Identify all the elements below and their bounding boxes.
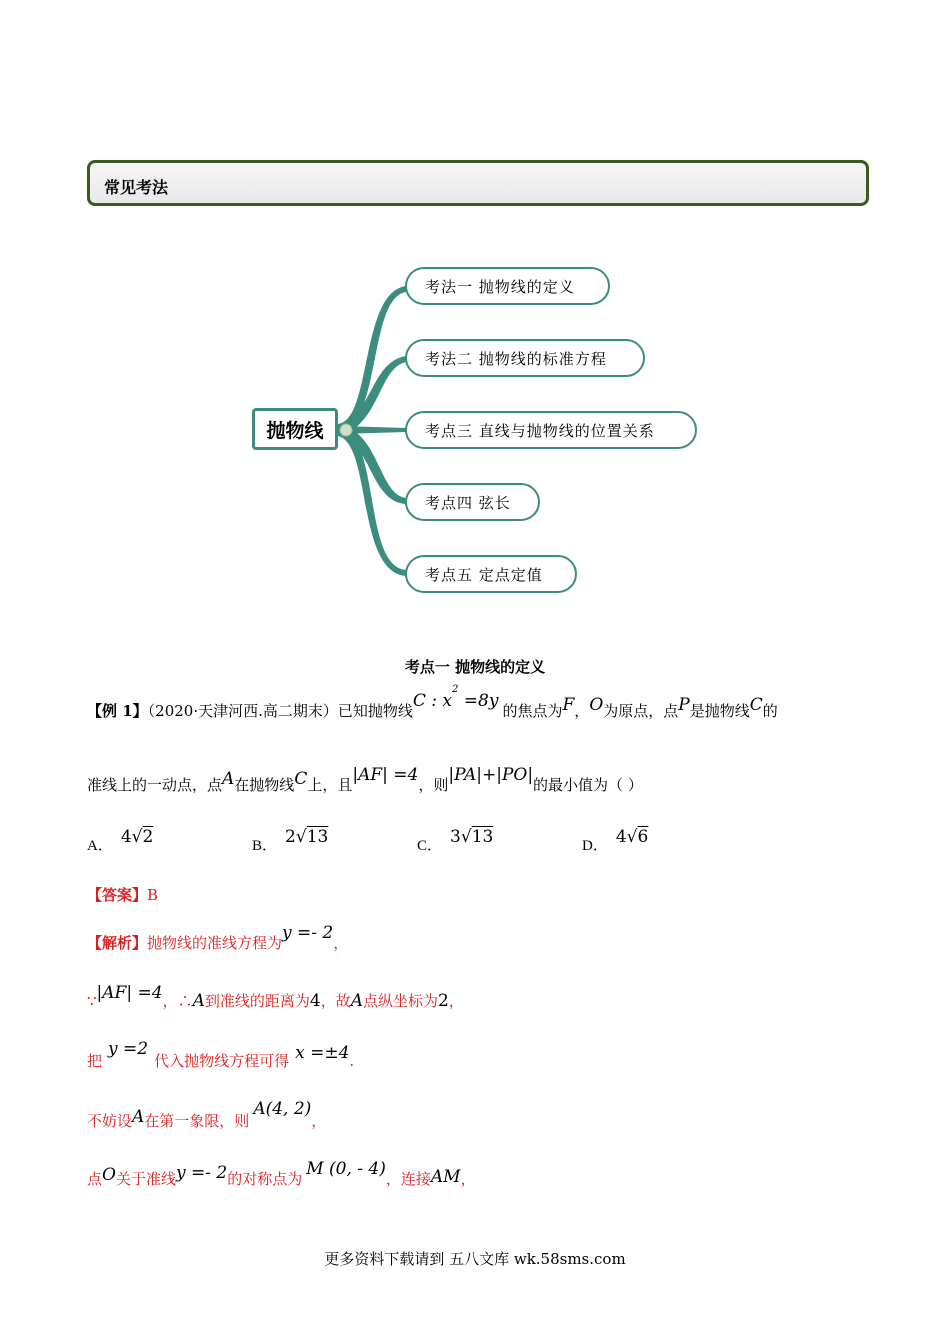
analysis-line5-text-4: ，连接: [385, 1170, 431, 1188]
math-M-0-neg4: M (0, - 4): [306, 1159, 386, 1179]
root-knob: [340, 424, 352, 436]
option-a-label: A．: [87, 838, 113, 854]
analysis-line-1: [87, 923, 349, 953]
footer-text: 更多资料下载请到 五八文库 wk.58sms.com: [324, 1250, 626, 1268]
option-b-radicand: 13: [306, 827, 329, 847]
mindmap-branch-1: 考法一 抛物线的定义: [405, 267, 610, 305]
option-d-label: D．: [582, 838, 608, 854]
option-d-coef: 4: [615, 827, 627, 847]
math-y-eq-2: y =2: [108, 1039, 149, 1059]
math-4: 4: [309, 991, 321, 1011]
analysis-line2-text-2: 到准线的距离为: [204, 992, 310, 1010]
example-text-1: 的焦点为: [502, 702, 563, 720]
mindmap-branch-5: 考点五 定点定值: [405, 555, 577, 593]
analysis-text-1: 抛物线的准线方程为: [147, 934, 283, 952]
answer-line: [87, 884, 158, 905]
option-c-coef: 3: [450, 827, 461, 847]
option-c[interactable]: C． 3√13: [417, 827, 494, 854]
math-AF-eq-4: |AF| =4: [352, 765, 419, 785]
option-c-label: C．: [417, 838, 443, 854]
analysis-end-2: ，: [448, 992, 464, 1010]
analysis-line-2: [87, 983, 464, 1011]
mindmap-branch-2: 考法二 抛物线的标准方程: [405, 339, 645, 377]
analysis-line3-text-1: 把: [87, 1052, 103, 1070]
math-A-d: A: [132, 1107, 145, 1127]
math-F: F: [562, 695, 575, 715]
example-line2-text-3: 上，且: [307, 776, 353, 794]
section-title: 考点一 抛物线的定义: [404, 658, 546, 676]
analysis-label: 【解析】: [87, 934, 148, 952]
mindmap-connectors: [0, 0, 950, 620]
math-C-2: C: [294, 769, 308, 789]
math-O-b: O: [102, 1165, 116, 1185]
answer-value: B: [147, 886, 159, 904]
example-line2-text-4: ，则: [418, 776, 449, 794]
example-text-4: 是抛物线: [689, 702, 750, 720]
analysis-line-5: [87, 1159, 476, 1189]
math-A-4-2: A(4, 2): [253, 1099, 312, 1119]
banner-title: 常见考法: [104, 178, 169, 197]
math-rhs: =8y: [458, 691, 499, 711]
mindmap-root: 抛物线: [252, 408, 338, 450]
example-line2-text-1: 准线上的一动点，点: [87, 776, 223, 794]
analysis-line5-text-1: 点: [87, 1170, 103, 1188]
example-label: 【例 1】: [87, 702, 148, 720]
math-AF-eq-4-b: |AF| =4: [96, 983, 163, 1003]
analysis-line3-text-2: 代入抛物线方程可得: [154, 1052, 290, 1070]
math-2: 2: [438, 991, 449, 1011]
because-symbol: ∵: [87, 992, 97, 1010]
analysis-end-4: ，: [311, 1112, 327, 1130]
analysis-end-5: ，: [460, 1170, 476, 1188]
math-x-pm-4: x =±4: [295, 1043, 350, 1063]
analysis-line2-text-4: 点纵坐标为: [362, 992, 438, 1010]
example-text-2: ，: [574, 702, 590, 720]
math-curve: C : x: [412, 691, 453, 711]
option-d[interactable]: D． 4√6: [582, 827, 649, 854]
answer-label: 【答案】: [87, 886, 148, 904]
option-a[interactable]: A． 4√2: [87, 827, 154, 854]
math-exponent: 2: [452, 684, 459, 695]
option-b-label: B．: [252, 838, 278, 854]
analysis-line2-text-1: ，∴: [162, 992, 193, 1010]
analysis-line4-text-1: 不妨设: [87, 1112, 133, 1130]
math-O: O: [589, 695, 604, 715]
option-a-coef: 4: [120, 827, 132, 847]
analysis-line2-text-3: ，故: [320, 992, 351, 1010]
mindmap-branch-3: 考点三 直线与抛物线的位置关系: [405, 411, 697, 449]
math-directrix-b: y =- 2: [175, 1163, 228, 1183]
math-AM: AM: [430, 1167, 461, 1187]
analysis-end-3: .: [349, 1052, 355, 1070]
option-d-radicand: 6: [637, 827, 649, 847]
analysis-line5-text-2: 关于准线: [115, 1170, 176, 1188]
option-b[interactable]: B． 2√13: [252, 827, 329, 854]
example-text-3: 为原点，点: [603, 702, 679, 720]
math-C: C: [749, 695, 763, 715]
analysis-line5-text-3: 的对称点为: [227, 1170, 303, 1188]
mindmap-branch-4: 考点四 弦长: [405, 483, 540, 521]
math-PA-plus-PO: |PA|+|PO|: [448, 765, 534, 785]
example-source: （2020·天津河西.高二期末）已知抛物线: [147, 702, 413, 720]
math-P: P: [678, 695, 690, 715]
option-row: [87, 827, 847, 864]
math-A: A: [222, 769, 235, 789]
example-line-2: [87, 765, 643, 795]
example-line2-text-5: 的最小值为（ ）: [533, 776, 643, 794]
option-c-radicand: 13: [471, 827, 494, 847]
analysis-line4-text-2: 在第一象限，则: [144, 1112, 250, 1130]
analysis-end-1: ，: [333, 934, 349, 952]
option-a-radicand: 2: [142, 827, 154, 847]
analysis-line-3: [87, 1039, 355, 1071]
analysis-line-4: [87, 1099, 327, 1131]
math-A-b: A: [192, 991, 205, 1011]
math-A-c: A: [350, 991, 363, 1011]
example-line-1: [87, 684, 778, 721]
example-text-5: 的: [762, 702, 778, 720]
example-line2-text-2: 在抛物线: [234, 776, 295, 794]
math-directrix: y =- 2: [282, 923, 334, 943]
option-b-coef: 2: [285, 827, 296, 847]
